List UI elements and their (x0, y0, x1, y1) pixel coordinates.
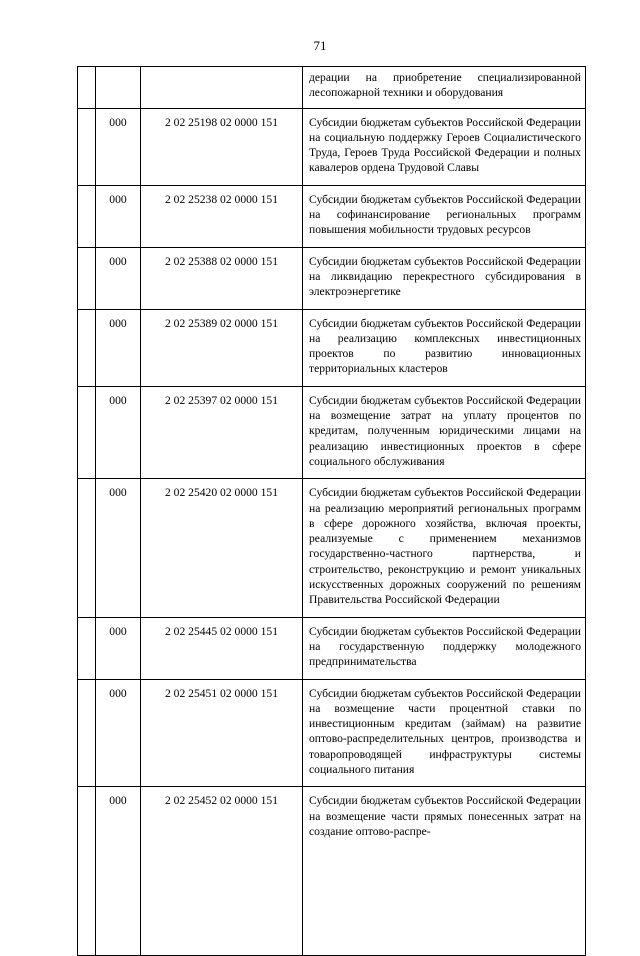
admin-code-cell: 000 (96, 787, 141, 956)
admin-code-cell: 000 (96, 309, 141, 386)
description-cell (303, 617, 586, 679)
budget-code-cell (141, 67, 303, 109)
budget-code-cell: 2 02 25397 02 0000 151 (141, 386, 303, 478)
admin-code-cell: 000 (96, 185, 141, 247)
description-cell (303, 679, 586, 787)
description-text: Субсидии бюджетам субъектов Российской Федерации на социальную поддержку Героев Социалистического Труда, Героев Труда Российской Федерации и полных кавалеров ордена Трудовой Славы (309, 115, 581, 175)
description-text: Субсидии бюджетам субъектов Российской Федерации на возмещение части процентной ставки по инвестиционным кредитам (займам) на развитие оптово-распределительных центров, производства и товаропроводящей инфраструктуры системы социального питания (309, 686, 581, 776)
description-text: дерации на приобретение специализированной лесопожарной техники и оборудования (309, 71, 581, 100)
empty-cell (78, 479, 96, 617)
table-row (78, 679, 586, 787)
budget-code-cell: 2 02 25389 02 0000 151 (141, 309, 303, 386)
admin-code-cell (96, 67, 141, 109)
table-row (78, 787, 586, 956)
description-text: Субсидии бюджетам субъектов Российской Федерации на государственную поддержку молодежного предпринимательства (309, 624, 581, 669)
admin-code-cell: 000 (96, 679, 141, 787)
budget-code-cell: 2 02 25198 02 0000 151 (141, 108, 303, 185)
budget-code-cell: 2 02 25451 02 0000 151 (141, 679, 303, 787)
empty-cell (78, 787, 96, 956)
budget-code-cell: 2 02 25420 02 0000 151 (141, 479, 303, 617)
table-row (78, 247, 586, 309)
empty-cell (78, 679, 96, 787)
description-text: Субсидии бюджетам субъектов Российской Федерации на софинансирование региональных программ повышения мобильности трудовых ресурсов (309, 192, 581, 237)
empty-cell (78, 386, 96, 478)
budget-code-cell: 2 02 25452 02 0000 151 (141, 787, 303, 956)
empty-cell (78, 617, 96, 679)
description-text: Субсидии бюджетам субъектов Российской Федерации на возмещение части прямых понесенных затрат на создание оптово-распре- (309, 794, 581, 838)
empty-cell (78, 67, 96, 109)
page-number: 71 (313, 38, 327, 53)
description-cell (303, 309, 586, 386)
description-cell (303, 386, 586, 478)
description-cell (303, 108, 586, 185)
admin-code-cell: 000 (96, 386, 141, 478)
admin-code-cell: 000 (96, 247, 141, 309)
table-row (78, 386, 586, 478)
table-row (78, 309, 586, 386)
budget-code-cell: 2 02 25445 02 0000 151 (141, 617, 303, 679)
admin-code-cell: 000 (96, 479, 141, 617)
description-cell (303, 479, 586, 617)
admin-code-cell: 000 (96, 617, 141, 679)
description-text: Субсидии бюджетам субъектов Российской Федерации на ликвидацию перекрестного субсидирования в электроэнергетике (309, 254, 581, 299)
budget-classification-table (77, 66, 586, 956)
empty-cell (78, 247, 96, 309)
description-text: Субсидии бюджетам субъектов Российской Федерации на реализацию комплексных инвестиционных проектов по развитию инновационных территориальных кластеров (309, 316, 581, 376)
description-cell (303, 67, 586, 109)
description-text: Субсидии бюджетам субъектов Российской Федерации на реализацию мероприятий региональных программ в сфере дорожного хозяйства, включая проекты, реализуемые с применением механизмов государственно-частного партнерства, и строительство, реконструкцию и ремонт уникальных искусственных дорожных сооружений по решениям Правительства Российской Федерации (309, 486, 581, 607)
admin-code-cell: 000 (96, 108, 141, 185)
empty-cell (78, 309, 96, 386)
description-cell (303, 247, 586, 309)
empty-cell (78, 108, 96, 185)
description-text: Субсидии бюджетам субъектов Российской Федерации на возмещение затрат на уплату процентов по кредитам, полученным юридическими лицами на реализацию инвестиционных проектов в сфере социального обслуживания (309, 393, 581, 468)
table-row (78, 185, 586, 247)
budget-code-cell: 2 02 25238 02 0000 151 (141, 185, 303, 247)
table-row (78, 67, 586, 109)
table-row (78, 108, 586, 185)
budget-code-cell: 2 02 25388 02 0000 151 (141, 247, 303, 309)
description-cell (303, 787, 586, 956)
table-row (78, 479, 586, 617)
description-cell (303, 185, 586, 247)
empty-cell (78, 185, 96, 247)
table-row (78, 617, 586, 679)
